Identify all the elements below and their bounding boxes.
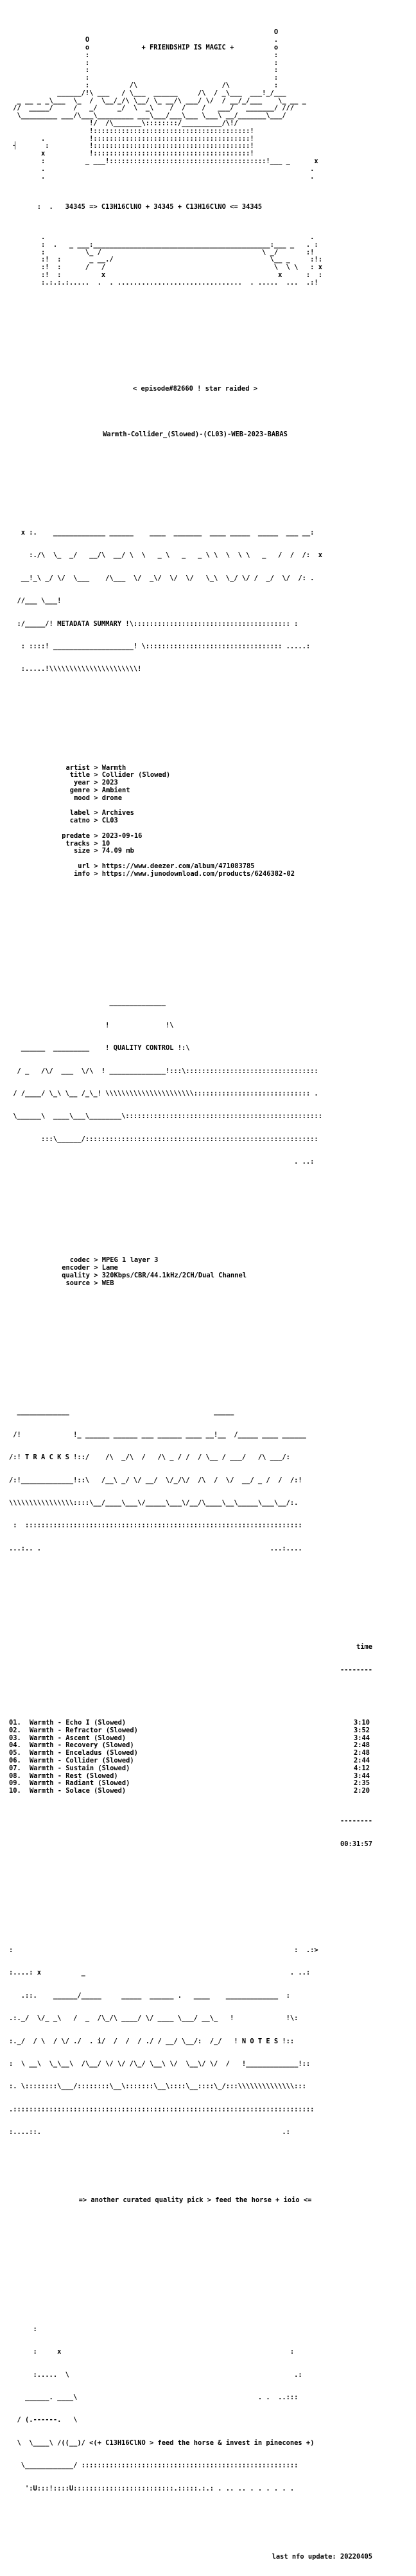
metadata-row-key: artist [65, 763, 90, 772]
quality-row-key: source [65, 1279, 90, 1287]
metadata-row-key: genre [69, 786, 90, 795]
track-title: Warmth - Solace (Slowed) [30, 1787, 126, 1795]
nfo-document [9, 6, 407, 2576]
metadata-list [9, 765, 407, 878]
track-number: 09. [9, 1779, 21, 1788]
header-art-line: O . [9, 36, 279, 44]
total-time: 00:31:57 [340, 1840, 372, 1848]
time-header: time [356, 1643, 372, 1651]
footer-art-line: ______. ____\ . . ..::: [9, 2394, 299, 2402]
header-art-line: . . [9, 233, 315, 241]
header-art-line: :! : _ __./ \__ _ :!: [9, 256, 322, 264]
header-art-line: . . [9, 164, 315, 173]
header-art-line: :! : x x : : [9, 271, 322, 279]
track-number: 03. [9, 1734, 21, 1742]
banner-art-line: : ::::! ____________________! \:::::::::::::::::::::::::::::::::: .....: [9, 642, 311, 650]
banner-art-line: ______________ [9, 999, 166, 1007]
quality-row-key: codec [69, 1256, 90, 1265]
header-art-line: : : [9, 51, 279, 59]
quality-section-title: QUALITY CONTROL [113, 1044, 174, 1053]
metadata-row-value: Collider (Slowed) [101, 771, 171, 779]
metadata-row-value: 74.09 mb [101, 847, 134, 855]
notes-text: => another curated quality pick > feed the horse + ioio <= [78, 2196, 312, 2205]
track-time: 2:20 [353, 1787, 370, 1795]
footer-tagline-line: \ \____\ /((__)/ <(+ C13H16ClNO > feed the horse & invest in pinecones +) [9, 2438, 315, 2447]
banner-art-line: :.....!\\\\\\\\\\\\\\\\\\\\\\! [9, 665, 142, 673]
banner-title-line: ______ _________ ! QUALITY CONTROL !:\ [9, 1044, 190, 1053]
metadata-row-value: https://www.junodownload.com/products/6246382-02 [101, 869, 295, 878]
header-art-line: !:::::::::::::::::::::::::::::::::::::::! [9, 127, 254, 135]
metadata-row [9, 803, 407, 810]
header-art-line: . !:::::::::::::::::::::::::::::::::::::::! [9, 134, 254, 143]
metadata-row-separator: > [90, 794, 102, 802]
metadata-row-separator: > [90, 771, 102, 779]
metadata-row-separator: > [90, 786, 102, 795]
banner-title-line: /:! T R A C K S !::/ /\ _/\ / /\ _ / / / \__ / ___/ /\ ___/: [9, 1453, 290, 1462]
banner-art-line: /:!_____________!::\ /__\ _/ \/ __/ \/_/\/ /\ / \/ __/ _ / / /:! [9, 1476, 302, 1484]
header-art-line: : /\ /\ : [9, 81, 279, 89]
quality-row-value: WEB [101, 1279, 114, 1287]
banner-art-line: .::. ______/_____ _____ ______ . ____ _____________ : [9, 1991, 290, 2000]
metadata-row-value: Archives [101, 809, 134, 817]
quality-row-value: MPEG 1 layer 3 [101, 1256, 159, 1265]
quality-row-value: 320Kbps/CBR/44.1kHz/2CH/Dual Channel [101, 1272, 247, 1280]
header-art-line: O [9, 28, 279, 37]
banner-art-line: / /____/ \_\ \__ /_\_! \\\\\\\\\\\\\\\\\\\\\\::::::::::::::::::::::::::::: . [9, 1089, 318, 1097]
track-row [9, 1788, 407, 1795]
header-art-line: _ __ _ _\___ \_ / \__/_/\ \__/ \_ __/\ ___/ \/ / __/_/___ \_ __ _ [9, 96, 306, 105]
metadata-row-separator: > [90, 763, 102, 772]
banner-art-line: : ::::::::::::::::::::::::::::::::::::::::::::::::::::::::::::::::::::: [9, 1522, 302, 1530]
footer-art-line: : x : [9, 2348, 295, 2356]
header-art-line: : \_ / \ _/ :! [9, 248, 315, 256]
track-title: Warmth - Echo I (Slowed) [30, 1719, 126, 1727]
track-time: 4:12 [353, 1764, 370, 1772]
quality-row-separator: > [90, 1272, 102, 1280]
banner-art-line: __!_\ _/ \/ \___ /\___ \/ _\/ \/ \/ \_\ \_/ \/ / _/ \/ /: . [9, 574, 315, 582]
banner-art-line: _____________ _____ [9, 1408, 234, 1416]
banner-art-line: : : .:> [9, 1946, 318, 1954]
header-art-bottom [9, 234, 407, 287]
banner-art-line: / _ /\/ ___ \/\ ! ______________!:::\::::::::::::::::::::::::::::::::: [9, 1067, 318, 1075]
metadata-row-value: 2023-09-16 [101, 831, 143, 840]
footer-art-line: ':U:::!::::U:::::::::::::::::::::::::.:::::.:.: . .. .. . . . . . . [9, 2484, 295, 2492]
banner-art-line: . ..: [9, 1158, 315, 1166]
notes-section-title: N O T E S [241, 2037, 279, 2045]
metadata-row-separator: > [90, 809, 102, 817]
track-title: Warmth - Radiant (Slowed) [30, 1779, 130, 1788]
quality-list [9, 1257, 407, 1287]
banner-art-line: :....: x _ . ..: [9, 1969, 311, 1977]
quality-banner [9, 984, 407, 1182]
track-time: 3:44 [353, 1734, 370, 1742]
header-art-line: . . [9, 172, 315, 181]
metadata-banner [9, 514, 407, 688]
time-separator-top: -------- [340, 1666, 372, 1674]
quality-row-separator: > [90, 1264, 102, 1272]
header-art [9, 29, 407, 181]
track-time: 3:10 [353, 1719, 370, 1727]
footer-art-line: \____________/ :::::::::::::::::::::::::::::::::::::::::::::::::::::: [9, 2462, 299, 2470]
metadata-row-separator: > [90, 839, 102, 848]
last-update: last nfo update: 20220405 [272, 2552, 372, 2561]
tracks-banner [9, 1394, 407, 1568]
banner-art-line: :. \::::::::\___/::::::::\__\:::::::\__\::::\__::::\_/:::\\\\\\\\\\\\\\::: [9, 2083, 306, 2091]
track-number: 10. [9, 1787, 21, 1795]
metadata-row-key: tracks [65, 839, 90, 848]
quality-row-separator: > [90, 1279, 102, 1287]
header-art-line: :.:.:.:..... . . ............................... . ..... ... .:! [9, 278, 318, 287]
banner-art-line: ...:.. . ...:.... [9, 1544, 302, 1552]
metadata-row-key: year [73, 779, 90, 787]
metadata-row-separator: > [90, 847, 102, 855]
track-title: Warmth - Recovery (Slowed) [30, 1741, 134, 1750]
header-art-line: // _____/ / _/ _/ \ _\ / / / ___/ _______/ /// [9, 104, 299, 112]
banner-art-line: //___ \___! [9, 597, 62, 605]
footer-art-line: :..... \ .: [9, 2370, 302, 2379]
footer-art-line: / (.------. \ [9, 2416, 78, 2424]
metadata-row-separator: > [90, 869, 102, 878]
metadata-row [9, 765, 407, 772]
track-time: 2:48 [353, 1749, 370, 1757]
header-art-line: : : [9, 66, 279, 75]
tracks-section-title: T R A C K S [25, 1453, 69, 1462]
banner-art-line: .::::::::::::::::::::::::::::::::::::::::::::::::::::::::::::::::::::::::::: [9, 2105, 315, 2113]
metadata-row-value: Ambient [101, 786, 130, 795]
track-number: 07. [9, 1764, 21, 1772]
metadata-row-value: drone [101, 794, 123, 802]
track-title: Warmth - Enceladus (Slowed) [30, 1749, 138, 1757]
header-art-line: ┤ : !:::::::::::::::::::::::::::::::::::::::! [9, 142, 254, 150]
track-time: 3:44 [353, 1772, 370, 1780]
time-separator-bottom: -------- [340, 1817, 372, 1825]
footer-art [9, 2311, 407, 2508]
formula-line: : . 34345 => C13H16ClNO + 34345 + C13H16ClNO <= 34345 [9, 202, 263, 211]
track-number: 04. [9, 1741, 21, 1750]
metadata-row-key: info [73, 869, 90, 878]
track-title: Warmth - Refractor (Slowed) [30, 1726, 138, 1734]
header-art-line: : : [9, 58, 279, 67]
header-art-line: : _ ___!:::::::::::::::::::::::::::::::::::::::!___ _ x [9, 157, 318, 165]
track-title: Warmth - Ascent (Slowed) [30, 1734, 126, 1742]
metadata-row [9, 795, 407, 803]
track-title: Warmth - Rest (Slowed) [30, 1772, 118, 1780]
metadata-row-value: Warmth [101, 763, 126, 772]
banner-art-line: /! !_ ______ ______ ___ ______ ____ __!__ /_____ ____ ______ [9, 1430, 306, 1439]
banner-art-line: :::\______/:::::::::::::::::::::::::::::::::::::::::::::::::::::::::: [9, 1135, 318, 1143]
track-row [9, 1727, 407, 1735]
metadata-row [9, 779, 407, 787]
metadata-row [9, 772, 407, 779]
metadata-row-separator: > [90, 862, 102, 871]
metadata-row-key: catno [69, 817, 90, 825]
release-name: Warmth-Collider_(Slowed)-(CL03)-WEB-2023-BABAS [103, 430, 288, 438]
banner-art-line: : \ __\ \_\__\ /\__/ \/ \/ /\_/ \__\ \/ \__\/ \/ / !_____________!:: [9, 2059, 311, 2068]
header-art-line: x !:::::::::::::::::::::::::::::::::::::::! [9, 150, 254, 158]
quality-row-value: Lame [101, 1264, 118, 1272]
track-list [9, 1719, 407, 1795]
track-time: 2:48 [353, 1741, 370, 1750]
metadata-row [9, 810, 407, 817]
track-time: 3:52 [353, 1726, 370, 1734]
banner-art-line: ! !\ [9, 1021, 174, 1029]
formula-text: 34345 => C13H16ClNO + 34345 + C13H16ClNO <= 34345 [65, 202, 263, 211]
metadata-row-value: 10 [101, 839, 110, 848]
banner-art-line: :./\ \_ _/ __/\ __/ \ \ _ \ _ _ \ \ \ \ \ _ / / /: x [9, 551, 322, 560]
metadata-row-separator: > [90, 831, 102, 840]
metadata-row-key: title [69, 771, 90, 779]
track-row [9, 1765, 407, 1773]
track-number: 08. [9, 1772, 21, 1780]
metadata-row-value: https://www.deezer.com/album/471083785 [101, 862, 255, 871]
metadata-row-value: 2023 [101, 779, 118, 787]
quality-row-separator: > [90, 1256, 102, 1265]
notes-banner [9, 1932, 407, 2151]
episode-line: < episode#82660 ! star raided > [133, 384, 257, 393]
track-number: 02. [9, 1726, 21, 1734]
banner-art-line: .:._/ \/_ _\ / _ /\_/\ ____/ \/ ____ \___/ __\_ ! !\: [9, 2014, 299, 2023]
header-art-line: o + FRIENDSHIP IS MAGIC + o [9, 43, 279, 51]
banner-art-line: \\\\\\\\\\\\\\\\::::\__/____\___\/_____\___\/__/\____\__\_____\___\__/:. [9, 1498, 299, 1507]
metadata-section-title: METADATA SUMMARY [57, 619, 122, 628]
header-art-line: \_________ ___/\___\_________ ___\___/___\___ \___\ __/_______\___/ [9, 112, 286, 120]
track-title: Warmth - Collider (Slowed) [30, 1757, 134, 1765]
metadata-row-key: label [69, 809, 90, 817]
quality-row-key: encoder [62, 1264, 90, 1272]
track-number: 01. [9, 1719, 21, 1727]
metadata-row-value: CL03 [101, 817, 118, 825]
track-number: 05. [9, 1749, 21, 1757]
header-art-line: : . _ ___:____________________________________________:___ _ . : [9, 240, 318, 249]
track-title: Warmth - Sustain (Slowed) [30, 1764, 130, 1772]
banner-art-line: \______\ ____\___\________\::::::::::::::::::::::::::::::::::::::::::::::::: [9, 1112, 322, 1121]
header-art-line: : : [9, 74, 279, 82]
quality-row-key: quality [62, 1272, 90, 1280]
quality-row [9, 1280, 407, 1288]
metadata-row-separator: > [90, 817, 102, 825]
metadata-row-key: predate [62, 831, 90, 840]
metadata-row-key: size [73, 847, 90, 855]
track-time: 2:35 [353, 1779, 370, 1788]
footer-art-line: : [9, 2325, 37, 2333]
metadata-row [9, 833, 407, 840]
metadata-row-key: url [78, 862, 90, 871]
banner-title-line: :/_____/! METADATA SUMMARY !\::::::::::::::::::::::::::::::::::::::: : [9, 619, 299, 628]
header-art-line: :! : / / \ \ \ : x [9, 263, 322, 272]
metadata-row [9, 871, 407, 878]
header-art-line: ______/!\ ___ / \___ ______ /\ / _\___ ___!_/___ [9, 89, 286, 97]
footer-tagline: <(+ C13H16ClNO > feed the horse & invest in pinecones +) [89, 2438, 315, 2447]
metadata-row [9, 787, 407, 795]
track-time: 2:44 [353, 1757, 370, 1765]
banner-title-line: :._/ / \ / \/ ./ . i/ / / / ./ / __/ \__/: /_/ ! N O T E S !:: [9, 2037, 295, 2045]
metadata-row [9, 848, 407, 855]
metadata-row [9, 817, 407, 825]
track-number: 06. [9, 1757, 21, 1765]
header-art-line: !/ /\_______\::::::::/__________/\!/ [9, 119, 238, 127]
banner-art-line: :....::. .: [9, 2128, 290, 2136]
metadata-row [9, 840, 407, 848]
metadata-row-key: mood [73, 794, 90, 802]
metadata-row-separator: > [90, 779, 102, 787]
banner-art-line: x :. _____________ ______ ____ _______ ____ _____ _____ ___ __: [9, 528, 315, 537]
